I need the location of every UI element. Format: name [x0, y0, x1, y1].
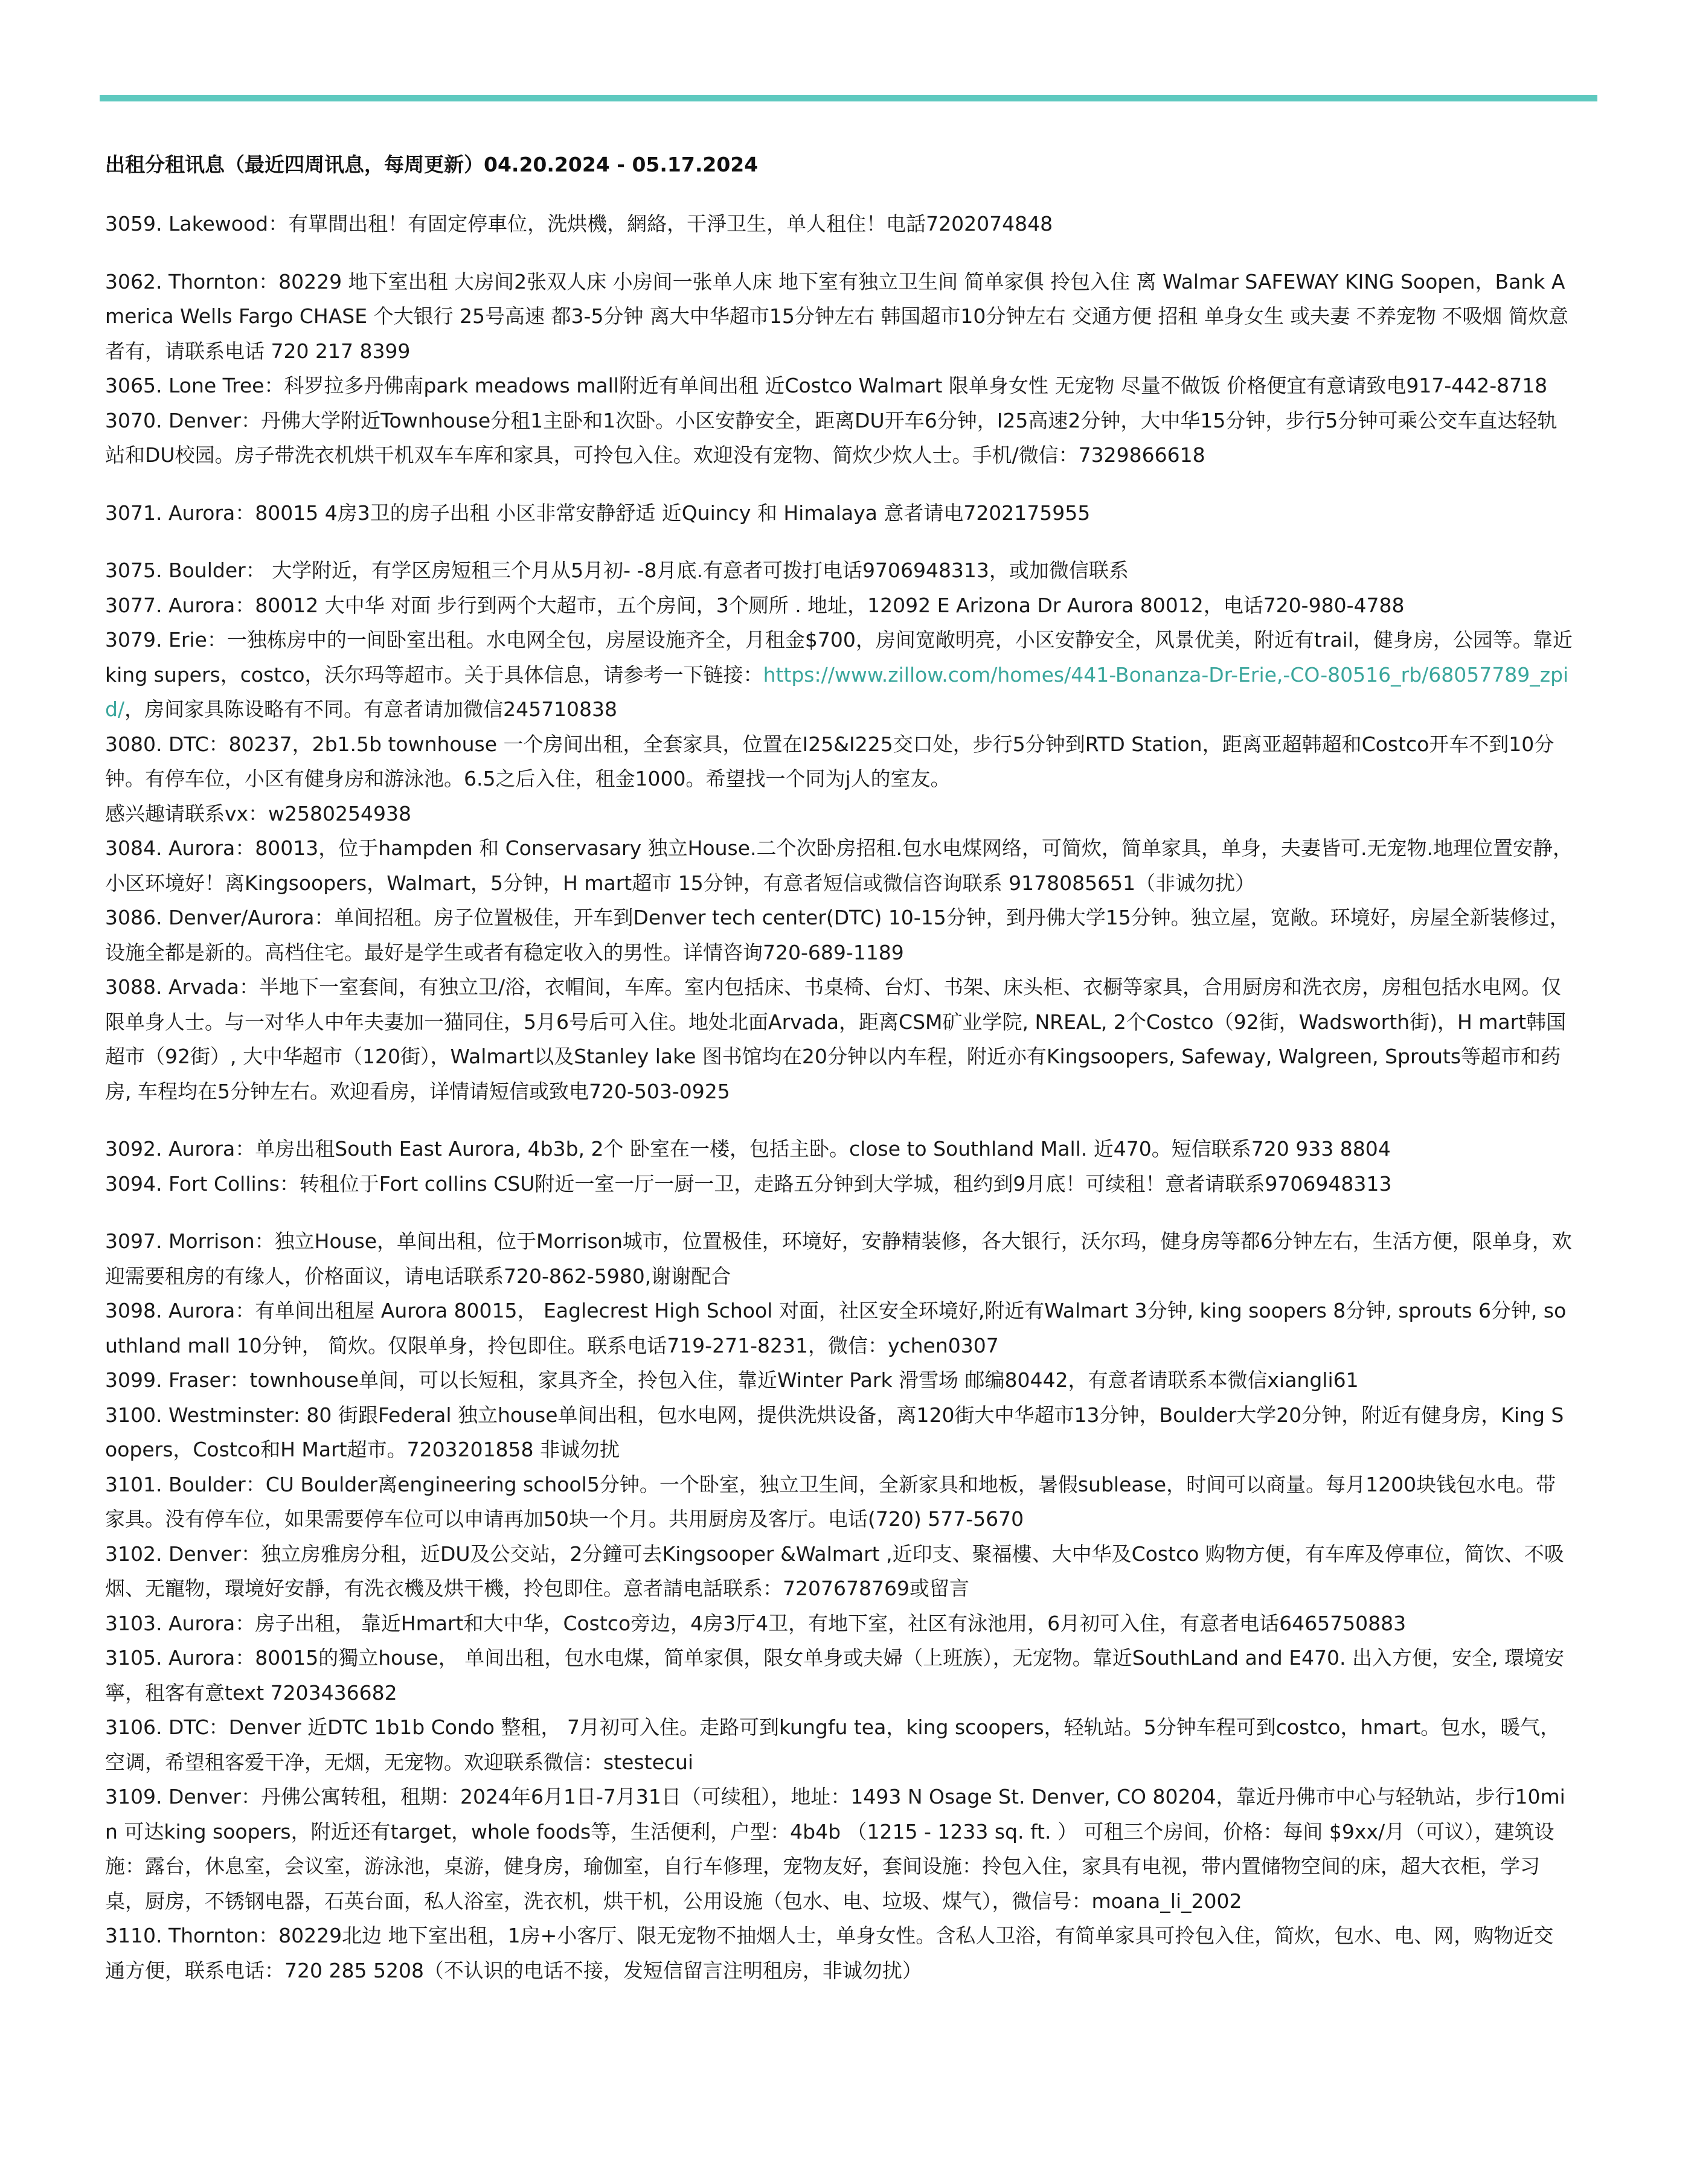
listing-entry	[105, 1132, 1573, 1167]
listing-entry	[105, 1918, 1573, 1988]
listing-entry	[105, 970, 1573, 1109]
listing-text: 3097. Morrison：独立House，单间出租，位于Morrison城市，位置极佳，环境好，安静精装修，各大银行，沃尔玛，健身房等都6分钟左右，生活方便，限单身，欢迎需要租房的有缘人，价格面议，请电话联系720-862-5980,谢谢配合	[105, 1229, 1572, 1288]
listing-entry	[105, 1606, 1573, 1641]
listing-link[interactable]: https://www.zillow.com/homes/441-Bonanza-Dr-Erie,-CO-80516_rb/68057789_zpid/	[105, 662, 1569, 721]
listing-text: 3070. Denver：丹佛大学附近Townhouse分租1主卧和1次卧。小区安静安全，距离DU开车6分钟，I25高速2分钟，大中华15分钟，步行5分钟可乘公交车直达轻轨站和DU校园。房子带洗衣机烘干机双车车库和家具，可拎包入住。欢迎没有宠物、简炊少炊人士。手机/微信：7329866618	[105, 408, 1558, 467]
listing-text: 3105. Aurora：80015的獨立house， 单间出租，包水电煤，简单家俱，限女单身或夫婦（上班族），无宠物。靠近SouthLand and E470. 出入方便，安全, 環境安寧，租客有意text 7203436682	[105, 1646, 1564, 1705]
listing-text: 3101. Boulder：CU Boulder离engineering school5分钟。一个卧室，独立卫生间，全新家具和地板，暑假sublease，时间可以商量。每月1200块钱包水电。带家具。没有停车位，如果需要停车位可以申请再加50块一个月。共用厨房及客厅。电话(720) 577-5670	[105, 1472, 1556, 1531]
entry-gap	[105, 242, 1573, 264]
listing-entry	[105, 623, 1573, 727]
listing-entry	[105, 207, 1573, 242]
listing-entry	[105, 796, 1573, 831]
listing-text: 3080. DTC：80237，2b1.5b townhouse 一个房间出租，全套家具，位置在I25&I225交口处，步行5分钟到RTD Station，距离亚超韩超和Costco开车不到10分钟。有停车位，小区有健身房和游泳池。6.5之后入住，租金1000。希望找一个同为j人的室友。	[105, 732, 1554, 790]
listing-text: 3071. Aurora：80015 4房3卫的房子出租 小区非常安静舒适 近Quincy 和 Himalaya 意者请电7202175955	[105, 501, 1091, 525]
listing-text: 3086. Denver/Aurora：单间招租。房子位置极佳，开车到Denver tech center(DTC) 10-15分钟，到丹佛大学15分钟。独立屋，宽敞。环境好，房屋全新装修过，设施全都是新的。高档住宅。最好是学生或者有稳定收入的男性。详情咨询720-689-1189	[105, 906, 1570, 964]
listing-text: 3059. Lakewood：有單間出租！有固定停車位，洗烘機，網絡，干淨卫生，单人租住！电話7202074848	[105, 212, 1053, 235]
listing-text: 3065. Lone Tree：科罗拉多丹佛南park meadows mall附近有单间出租 近Costco Walmart 限单身女性 无宠物 尽量不做饭 价格便宜有意请致电917-442-8718	[105, 374, 1548, 397]
entry-gap	[105, 473, 1573, 496]
listing-text: 3109. Denver：丹佛公寓转租，租期：2024年6月1日-7月31日（可续租），地址：1493 N Osage St. Denver, CO 80204，靠近丹佛市中心与轻轨站，步行10min 可达king soopers，附近还有target，whole foods等，生活便利，户型：4b4b （1215 - 1233 sq. ft. ） 可租三个房间，价格：每间 $9xx/月（可议），建筑设施：露台，休息室，会议室，游泳池，桌游，健身房，瑜伽室，自行车修理，宠物友好，套间设施：拎包入住，家具有电视，带内置储物空间的床，超大衣柜，学习桌，厨房，不锈钢电器，石英台面，私人浴室，洗衣机，烘干机，公用设施（包水、电、垃圾、煤气），微信号：moana_li_2002	[105, 1785, 1565, 1913]
listing-entry	[105, 588, 1573, 623]
listing-text: 3106. DTC：Denver 近DTC 1b1b Condo 整租， 7月初可入住。走路可到kungfu tea，king scoopers，轻轨站。5分钟车程可到costco，hmart。包水，暖气，空调，希望租客爱干净，无烟，无宠物。欢迎联系微信：stestecui	[105, 1715, 1561, 1774]
listing-text: 3102. Denver：独立房雅房分租，近DU及公交站，2分鐘可去Kingsooper &Walmart ,近印支、聚福樓、大中华及Costco 购物方便，有车库及停車位，简饮、不吸烟、无寵物，環境好安靜，有洗衣機及烘干機，拎包即住。意者請电話联系：7207678769或留言	[105, 1542, 1564, 1600]
listing-entry	[105, 264, 1573, 369]
listing-entry	[105, 1537, 1573, 1606]
entry-gap	[105, 530, 1573, 553]
listing-text: 3098. Aurora：有单间出租屋 Aurora 80015， Eaglecrest High School 对面，社区安全环境好,附近有Walmart 3分钟, king soopers 8分钟, sprouts 6分钟, southland mall 10分钟， 简炊。仅限单身，拎包即住。联系电话719-271-8231，微信：ychen0307	[105, 1299, 1567, 1357]
listing-text: 3103. Aurora：房子出租， 靠近Hmart和大中华，Costco旁边，4房3厅4卫，有地下室，社区有泳池用，6月初可入住，有意者电话6465750883	[105, 1611, 1407, 1635]
listing-text: 感兴趣请联系vx：w2580254938	[105, 801, 412, 825]
listing-entry	[105, 1363, 1573, 1398]
listing-text-after-link: ，房间家具陈设略有不同。有意者请加微信245710838	[124, 697, 618, 721]
listing-entry	[105, 403, 1573, 473]
listing-entry	[105, 900, 1573, 970]
listing-entry	[105, 1641, 1573, 1710]
header-rule	[100, 95, 1597, 101]
listing-text: 3084. Aurora：80013，位于hampden 和 Conservasary 独立House.二个次卧房招租.包水电煤网络，可简炊，简单家具，单身，夫妻皆可.无宠物.地理位置安静，小区环境好！离Kingsoopers，Walmart，5分钟，H mart超市 15分钟，有意者短信或微信咨询联系 9178085651（非诚勿扰）	[105, 836, 1573, 895]
listing-entry	[105, 553, 1573, 588]
listing-text: 3062. Thornton：80229 地下室出租 大房间2张双人床 小房间一张单人床 地下室有独立卫生间 简单家俱 拎包入住 离 Walmar SAFEWAY KING Soopen，Bank America Wells Fargo CHASE 个大银行 25号高速 都3-5分钟 离大中华超市15分钟左右 韩国超市10分钟左右 交通方便 招租 单身女生 或夫妻 不养宠物 不吸烟 简炊意者有，请联系电话 720 217 8399	[105, 269, 1568, 363]
listing-entry	[105, 496, 1573, 531]
page-title: 出租分租讯息（最近四周讯息，每周更新）04.20.2024 - 05.17.2024	[105, 153, 759, 176]
listing-entry	[105, 1293, 1573, 1363]
listing-entry	[105, 1467, 1573, 1537]
listing-entry	[105, 727, 1573, 796]
listing-text: 3094. Fort Collins：转租位于Fort collins CSU附近一室一厅一厨一卫，走路五分钟到大学城，租约到9月底！可续租！意者请联系9706948313	[105, 1171, 1392, 1196]
listing-text: 3088. Arvada：半地下一室套间，有独立卫/浴，衣帽间，车库。室内包括床、书桌椅、台灯、书架、床头柜、衣橱等家具，合用厨房和洗衣房，房租包括水电网。仅限单身人士。与一对华人中年夫妻加一猫同住，5月6号后可入住。地处北面Arvada，距离CSM矿业学院, NREAL, 2个Costco（92街，Wadsworth街)，H mart韩国超市（92街）, 大中华超市（120街），Walmart以及Stanley lake 图书馆均在20分钟以内车程，附近亦有Kingsoopers, Safeway, Walgreen, Sprouts等超市和药房, 车程均在5分钟左右。欢迎看房，详情请短信或致电720-503-0925	[105, 975, 1567, 1103]
listing-text: 3099. Fraser：townhouse单间，可以长短租，家具齐全，拎包入住，靠近Winter Park 滑雪场 邮编80442，有意者请联系本微信xiangli61	[105, 1368, 1359, 1392]
listing-entry	[105, 1710, 1573, 1779]
listings-list	[105, 207, 1573, 1988]
listing-text: 3092. Aurora：单房出租South East Aurora, 4b3b, 2个 卧室在一楼，包括主卧。close to Southland Mall. 近470。短信联系720 933 8804	[105, 1137, 1391, 1161]
listing-text: 3110. Thornton：80229北边 地下室出租，1房+小客厅、限无宠物不抽烟人士，单身女性。含私人卫浴，有简单家具可拎包入住，简炊，包水、电、网，购物近交通方便，联系电话：720 285 5208（不认识的电话不接，发短信留言注明租房，非诚勿扰）	[105, 1924, 1554, 1982]
listing-entry	[105, 1167, 1573, 1202]
listing-entry	[105, 831, 1573, 900]
listing-text: 3075. Boulder： 大学附近，有学区房短租三个月从5月初- -8月底.有意者可拨打电话9706948313，或加微信联系	[105, 559, 1129, 582]
listing-text: 3100. Westminster: 80 街跟Federal 独立house单间出租，包水电网，提供洗烘设备，离120街大中华超市13分钟，Boulder大学20分钟，附近有健身房，King Soopers，Costco和H Mart超市。7203201858 非诚勿扰	[105, 1403, 1564, 1461]
listing-text: 3079. Erie：一独栋房中的一间卧室出租。水电网全包，房屋设施齐全，月租金$700，房间宽敞明亮，小区安静安全，风景优美，附近有trail，健身房，公园等。靠近king supers，costco，沃尔玛等超市。关于具体信息，请参考一下链接：	[105, 628, 1573, 687]
listings-content	[105, 150, 1573, 1988]
listing-entry	[105, 1779, 1573, 1918]
listing-entry	[105, 1224, 1573, 1293]
listing-entry	[105, 368, 1573, 403]
listing-text: 3077. Aurora：80012 大中华 对面 步行到两个大超市，五个房间，3个厕所 . 地址，12092 E Arizona Dr Aurora 80012，电话720-980-4788	[105, 593, 1405, 617]
entry-gap	[105, 1201, 1573, 1224]
entry-gap	[105, 1109, 1573, 1132]
listing-entry	[105, 1398, 1573, 1467]
